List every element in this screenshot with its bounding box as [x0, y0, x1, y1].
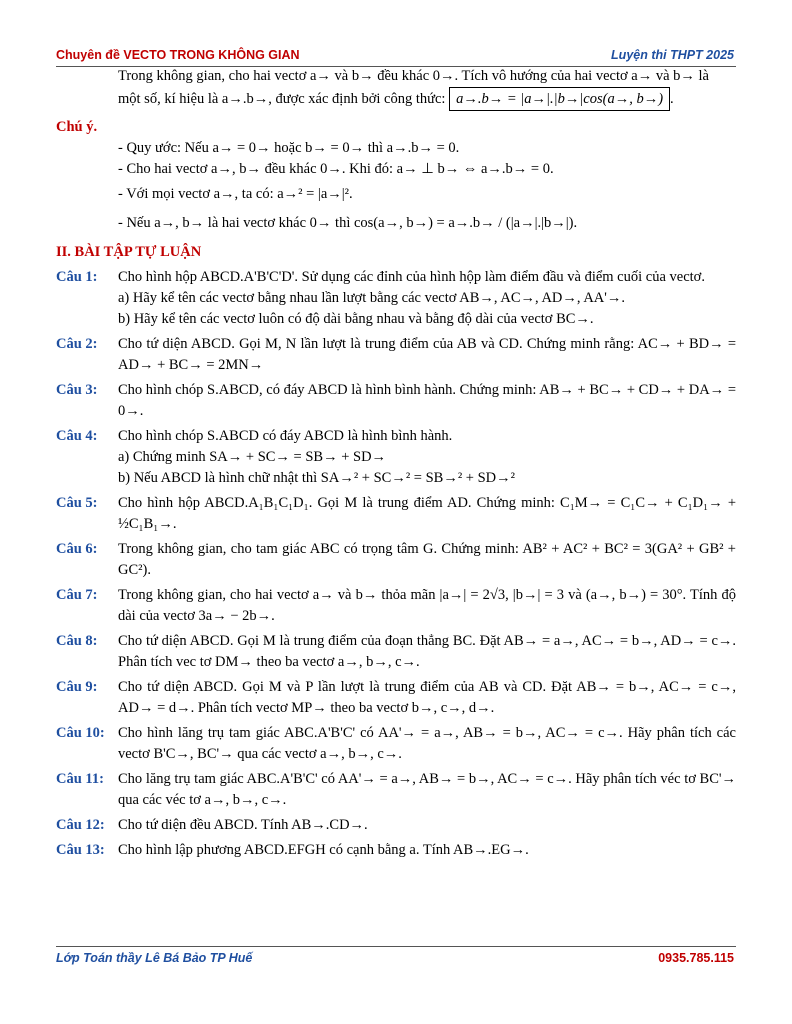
section-title: II. BÀI TẬP TỰ LUẬN	[56, 244, 202, 260]
question-item	[56, 426, 736, 489]
note-item: - Với mọi vectơ a→, ta có: a→² = |a→|².	[118, 186, 353, 202]
question-list	[56, 267, 736, 861]
question-text: Cho hình chóp S.ABCD, có đáy ABCD là hình bình hành. Chứng minh: AB→ + BC→ + CD→ + DA→ = 0→.	[118, 382, 736, 419]
question-item	[56, 585, 736, 627]
question-text: b) Hãy kể tên các vectơ luôn có độ dài bằng nhau và bằng độ dài của vectơ BC→.	[118, 311, 594, 327]
dot-product-formula: a→.b→ = |a→|.|b→|cos(a→, b→)	[449, 87, 670, 111]
header-subtitle: Luyện thi THPT 2025	[611, 48, 734, 62]
question-text: Cho hình hộp ABCD.A₁B₁C₁D₁. Gọi M là trung điểm AD. Chứng minh: C₁M→ = C₁C→ + C₁D₁→ + ½C₁B₁→.	[118, 495, 736, 532]
question-label: Câu 12:	[56, 817, 105, 833]
question-label: Câu 1:	[56, 269, 98, 285]
note-item: - Quy ước: Nếu a→ = 0→ hoặc b→ = 0→ thì a→.b→ = 0.	[118, 140, 460, 156]
intro	[56, 66, 736, 111]
question-label: Câu 13:	[56, 842, 105, 858]
question-item	[56, 631, 736, 673]
header-title: Chuyên đề VECTO TRONG KHÔNG GIAN	[56, 48, 300, 62]
intro-line-1: Trong không gian, cho hai vectơ a→ và b→ đều khác 0→. Tích vô hướng của hai vectơ a→ và b→ là	[118, 68, 709, 84]
question-item	[56, 380, 736, 422]
question-text: Cho hình lăng trụ tam giác ABC.A'B'C' có AA'→ = a→, AB→ = b→, AC→ = c→. Hãy phân tích các vectơ B'C→, BC'→ qua các vectơ a→, b→, c→.	[118, 725, 736, 762]
question-text: a) Hãy kể tên các vectơ bằng nhau lần lượt bằng các vectơ AB→, AC→, AD→, AA'→.	[118, 290, 626, 306]
question-text: Cho tứ diện đều ABCD. Tính AB→.CD→.	[118, 817, 368, 833]
question-text: Cho tứ diện ABCD. Gọi M, N lần lượt là trung điểm của AB và CD. Chứng minh rằng: AC→ + BD→ = AD→ + BC→ = 2MN→	[118, 336, 736, 373]
question-label: Câu 10:	[56, 725, 105, 741]
question-text: Trong không gian, cho hai vectơ a→ và b→ thỏa mãn |a→| = 2√3, |b→| = 3 và (a→, b→) = 30°. Tính độ dài của vectơ 3a→ − 2b→.	[118, 587, 736, 624]
question-label: Câu 3:	[56, 382, 98, 398]
question-item	[56, 334, 736, 376]
question-text: Cho tứ diện ABCD. Gọi M là trung điểm của đoạn thẳng BC. Đặt AB→ = a→, AC→ = b→, AD→ = c→. Phân tích vec tơ DM→ theo ba vectơ a→, b→, c→.	[118, 633, 736, 670]
footer-phone: 0935.785.115	[658, 951, 734, 965]
note-title: Chú ý.	[56, 119, 98, 135]
question-label: Câu 4:	[56, 428, 98, 444]
question-item	[56, 769, 736, 811]
question-text: a) Chứng minh SA→ + SC→ = SB→ + SD→	[118, 449, 387, 465]
question-label: Câu 7:	[56, 587, 98, 603]
question-label: Câu 6:	[56, 541, 98, 557]
question-item	[56, 815, 736, 836]
question-label: Câu 9:	[56, 679, 98, 695]
question-text: Cho hình lập phương ABCD.EFGH có cạnh bằng a. Tính AB→.EG→.	[118, 842, 529, 858]
intro-line-2: một số, kí hiệu là a→.b→, được xác định bởi công thức: a→.b→ = |a→|.|b→|cos(a→, b→) .	[118, 87, 736, 111]
page-header	[56, 46, 736, 67]
page-footer	[56, 946, 736, 969]
note-item: - Nếu a→, b→ là hai vectơ khác 0→ thì cos(a→, b→) = a→.b→ / (|a→|.|b→|).	[118, 215, 578, 231]
footer-teacher: Lớp Toán thầy Lê Bá Bảo TP Huế	[56, 951, 253, 965]
question-text: Cho lăng trụ tam giác ABC.A'B'C' có AA'→ = a→, AB→ = b→, AC→ = c→. Hãy phân tích véc tơ BC'→ qua các véc tơ a→, b→, c→.	[118, 771, 736, 808]
question-item	[56, 677, 736, 719]
question-text: Cho hình hộp ABCD.A'B'C'D'. Sử dụng các đỉnh của hình hộp làm điểm đầu và điểm cuối của vectơ.	[118, 269, 705, 285]
question-text: b) Nếu ABCD là hình chữ nhật thì SA→² + SC→² = SB→² + SD→²	[118, 470, 515, 486]
question-item	[56, 539, 736, 581]
question-label: Câu 5:	[56, 495, 98, 511]
question-item	[56, 267, 736, 330]
question-label: Câu 8:	[56, 633, 98, 649]
note-item: - Cho hai vectơ a→, b→ đều khác 0→. Khi đó: a→ ⊥ b→ ⇔ a→.b→ = 0.	[118, 161, 554, 177]
question-item	[56, 840, 736, 861]
question-item	[56, 723, 736, 765]
document-body	[56, 66, 736, 861]
question-text: Cho hình chóp S.ABCD có đáy ABCD là hình bình hành.	[118, 428, 453, 444]
question-label: Câu 11:	[56, 771, 104, 787]
question-text: Trong không gian, cho tam giác ABC có trọng tâm G. Chứng minh: AB² + AC² + BC² = 3(GA² + GB² + GC²).	[118, 541, 736, 578]
question-item	[56, 493, 736, 535]
question-label: Câu 2:	[56, 336, 98, 352]
note-list	[56, 138, 736, 234]
question-text: Cho tứ diện ABCD. Gọi M và P lần lượt là trung điểm của AB và CD. Đặt AB→ = b→, AC→ = c→, AD→ = d→. Phân tích vectơ MP→ theo ba vectơ b→, c→, d→.	[118, 679, 736, 716]
